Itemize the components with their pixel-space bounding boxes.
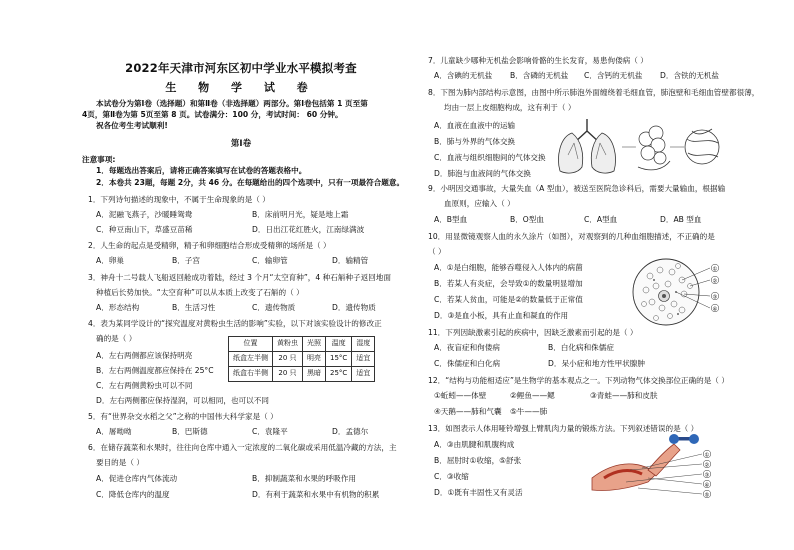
table-header-cell: 位置 xyxy=(229,337,273,352)
q1-option-a: A．泥融飞燕子，沙暖睡鸳鸯 xyxy=(96,210,193,219)
q1-option-c: C．种豆南山下，草盛豆苗稀 xyxy=(96,225,193,234)
q8-option-d: D．肺泡与血液间的气体交换 xyxy=(434,169,531,178)
q3-option-d: D．遗传物质 xyxy=(332,303,376,312)
question-6-stem-1: 6．在储存蔬菜和水果时，往往向仓库中通入一定浓度的二氧化碳或采用低温冷藏的方法，主 xyxy=(88,443,397,452)
q10-option-d: D．③是血小板，具有止血和凝血的作用 xyxy=(434,311,569,320)
question-9-stem-1: 9．小明因交通事故，大量失血（A 型血），被送至医院急诊科后，需要大量输血，根据输 xyxy=(428,184,726,193)
q8-option-b: B．肺与外界的气体交换 xyxy=(434,137,516,146)
question-3-stem-2: 种植后长势加快。“太空育种”可以从本质上改变了石斛的（ ） xyxy=(96,288,304,297)
table-cell: 纸盒左半侧 xyxy=(229,352,273,367)
question-8-stem-2: 均由一层上皮细胞构成，这有利于（ ） xyxy=(444,103,576,112)
q9-option-c: C．A型血 xyxy=(584,215,618,224)
question-1-stem: 1．下列诗句描述的现象中，不属于生命现象的是（ ） xyxy=(88,195,270,204)
arm-label-3: ③ xyxy=(704,472,710,479)
q7-option-b: B．含磷的无机盐 xyxy=(510,71,569,80)
q5-option-b: B．巴斯德 xyxy=(172,427,208,436)
table-cell: 25°C xyxy=(326,367,352,382)
table-cell: 20 只 xyxy=(273,367,303,382)
question-5-stem: 5．有“世界杂交水稻之父”之称的中国伟大科学家是（ ） xyxy=(88,412,278,421)
q4-option-a: A．左右两侧都应该保持明亮 xyxy=(96,351,193,360)
q9-option-d: D．AB 型血 xyxy=(660,215,702,224)
intro-line-2: 4页，第Ⅱ卷为第 5页至第 8 页。试卷满分：100 分，考试时间： 60 分钟。 xyxy=(82,110,343,119)
q11-option-b: B．白化病和侏儒症 xyxy=(548,343,614,352)
arm-label-5: ⑤ xyxy=(704,492,710,499)
arm-dumbbell-figure xyxy=(586,434,718,502)
question-8-stem-1: 8．下图为肺内部结构示意图，由图中所示肺泡外面缠绕着毛细血管，肺泡壁和毛细血管壁都很薄， xyxy=(428,88,760,97)
q1-option-b: B．床前明月光，疑是地上霜 xyxy=(252,210,349,219)
table-cell: 适宜 xyxy=(352,367,375,382)
section-heading: 第Ⅰ卷 xyxy=(230,139,252,149)
table-row xyxy=(229,352,375,367)
table-cell: 20 只 xyxy=(273,352,303,367)
q4-option-d: D．左右两侧都应保持湿润，可以相同，也可以不同 xyxy=(96,396,269,405)
q7-option-d: D．含铁的无机盐 xyxy=(660,71,720,80)
notice-title: 注意事项: xyxy=(82,155,116,164)
question-10-stem-2: （ ） xyxy=(428,247,446,256)
q9-option-a: A．B型血 xyxy=(434,215,468,224)
q11-option-c: C．侏儒症和白化病 xyxy=(434,359,501,368)
blood-smear-figure xyxy=(632,256,724,328)
q12-item-4: ④天鹅——肺和气囊 xyxy=(434,407,502,416)
arm-label-2: ② xyxy=(704,462,710,469)
notice-2: 2．本卷共 23题，每题 2分，共 46 分。在每题给出的四个选项中，只有一项最符合题意。 xyxy=(96,178,405,187)
q4-option-b: B．左右两侧温度都应保持在 25°C xyxy=(96,366,214,375)
q8-option-a: A．血液在血液中的运输 xyxy=(434,121,516,130)
table-cell: 黑暗 xyxy=(303,367,326,382)
q6-option-b: B．抑制蔬菜和水果的呼吸作用 xyxy=(252,474,356,483)
q11-option-a: A．夜盲症和佝偻病 xyxy=(434,343,500,352)
q5-option-c: C．袁隆平 xyxy=(252,427,288,436)
page-title: 2022年天津市河东区初中学业水平模拟考查 xyxy=(125,61,357,75)
table-header-cell: 黄粉虫 xyxy=(273,337,303,352)
question-10-stem-1: 10．用显微镜观察人血的永久涂片（如图），对观察到的几种血细胞描述，不正确的是 xyxy=(428,232,715,241)
table-header-row xyxy=(229,337,375,352)
q6-option-c: C．降低仓库内的温度 xyxy=(96,490,170,499)
q13-option-b: B．屈肘时①收缩，⑤舒张 xyxy=(434,456,522,465)
q1-option-d: D．日出江花红胜火，江南绿满波 xyxy=(252,225,365,234)
table-header-cell: 湿度 xyxy=(352,337,375,352)
q12-item-3: ③青蛙——肺和皮肤 xyxy=(590,391,658,400)
table-header-cell: 温度 xyxy=(326,337,352,352)
q13-option-d: D．①既有丰固性又有灵活 xyxy=(434,488,523,497)
question-12-stem: 12．“结构与功能相适应”是生物学的基本观点之一。下列动物气体交换部位正确的是（ ） xyxy=(428,376,729,385)
table-cell: 15°C xyxy=(326,352,352,367)
q2-option-c: C．输卵管 xyxy=(252,256,288,265)
q7-option-c: C．含钙的无机盐 xyxy=(584,71,643,80)
page-subtitle: 生 物 学 试 卷 xyxy=(165,81,317,94)
q5-option-d: D．孟德尔 xyxy=(332,427,369,436)
question-13-stem: 13．如图表示人体用哑铃增强上臂肌肉力量的锻炼方法。下列叙述错误的是（ ） xyxy=(428,424,699,433)
q13-option-a: A．③由肌腱和肌腹构成 xyxy=(434,440,515,449)
question-11-stem: 11．下列因缺激素引起的疾病中，因缺乏激素而引起的是（ ） xyxy=(428,328,638,337)
q6-option-a: A．促进仓库内气体流动 xyxy=(96,474,178,483)
q10-option-b: B．若某人有炎症，会导致①的数量明显增加 xyxy=(434,279,583,288)
question-9-stem-2: 血原则，应输入（ ） xyxy=(444,199,515,208)
intro-line-3: 祝各位考生考试顺利! xyxy=(96,121,168,130)
q11-option-d: D．呆小症和地方性甲状腺肿 xyxy=(548,359,645,368)
q12-item-5: ⑤牛——肺 xyxy=(510,407,548,416)
blood-label-2: ② xyxy=(712,278,718,285)
q3-option-a: A．形态结构 xyxy=(96,303,140,312)
q12-item-1: ①蚯蚓——体壁 xyxy=(434,391,487,400)
blood-label-3: ③ xyxy=(712,294,718,301)
q3-option-b: B．生活习性 xyxy=(172,303,216,312)
q6-option-d: D．有利于蔬菜和水果中有机物的积累 xyxy=(252,490,380,499)
question-6-stem-2: 要目的是（ ） xyxy=(96,458,144,467)
q5-option-a: A．屠呦呦 xyxy=(96,427,132,436)
blood-label-4: ④ xyxy=(712,306,718,313)
question-4-stem-1: 4．表为某同学设计的“探究温度对黄粉虫生活的影响”实验，以下对该实验设计的修改正 xyxy=(88,319,382,328)
q10-option-c: C．若某人贫血，可能是②的数量低于正常值 xyxy=(434,295,583,304)
lung-structure-figure xyxy=(552,115,724,179)
q9-option-b: B．O型血 xyxy=(510,215,544,224)
table-cell: 纸盒右半侧 xyxy=(229,367,273,382)
q7-option-a: A．含碘的无机盐 xyxy=(434,71,493,80)
question-2-stem: 2．人生命的起点是受精卵，精子和卵细胞结合形成受精卵的场所是（ ） xyxy=(88,241,331,250)
intro-line-1: 本试卷分为第Ⅰ卷（选择题）和第Ⅱ卷（非选择题）两部分。第Ⅰ卷包括第 1 页至第 xyxy=(96,99,368,108)
q13-option-c: C．③收缩 xyxy=(434,472,469,481)
q3-option-c: C．遗传物质 xyxy=(252,303,296,312)
q8-option-c: C．血液与组织细胞间的气体交换 xyxy=(434,153,546,162)
question-4-stem-2: 确的是（ ） xyxy=(96,334,137,343)
table-cell: 明亮 xyxy=(303,352,326,367)
arm-label-1: ① xyxy=(704,452,710,459)
experiment-table xyxy=(228,336,375,382)
table-row xyxy=(229,367,375,382)
table-cell: 适宜 xyxy=(352,352,375,367)
q2-option-d: D．输精管 xyxy=(332,256,369,265)
table-header-cell: 光照 xyxy=(303,337,326,352)
blood-label-1: ① xyxy=(712,266,718,273)
notice-1: 1．每题选出答案后，请将正确答案填写在试卷的答题表格中。 xyxy=(96,166,307,175)
q4-option-c: C．左右两侧黄粉虫可以不同 xyxy=(96,381,193,390)
question-7-stem: 7．儿童缺少哪种无机盐会影响骨骼的生长发育，易患佝偻病（ ） xyxy=(428,56,648,65)
arm-label-4: ④ xyxy=(704,482,710,489)
question-3-stem-1: 3．神舟十二号载人飞船返回舱成功着陆，经过 3 个月“太空育种”，4 种石斛种子返回地面 xyxy=(88,273,391,282)
q2-option-b: B．子宫 xyxy=(172,256,200,265)
q10-option-a: A．①是白细胞，能够吞噬侵入人体内的病菌 xyxy=(434,263,583,272)
q12-item-2: ②鲤鱼——鳃 xyxy=(510,391,555,400)
q2-option-a: A．卵巢 xyxy=(96,256,124,265)
